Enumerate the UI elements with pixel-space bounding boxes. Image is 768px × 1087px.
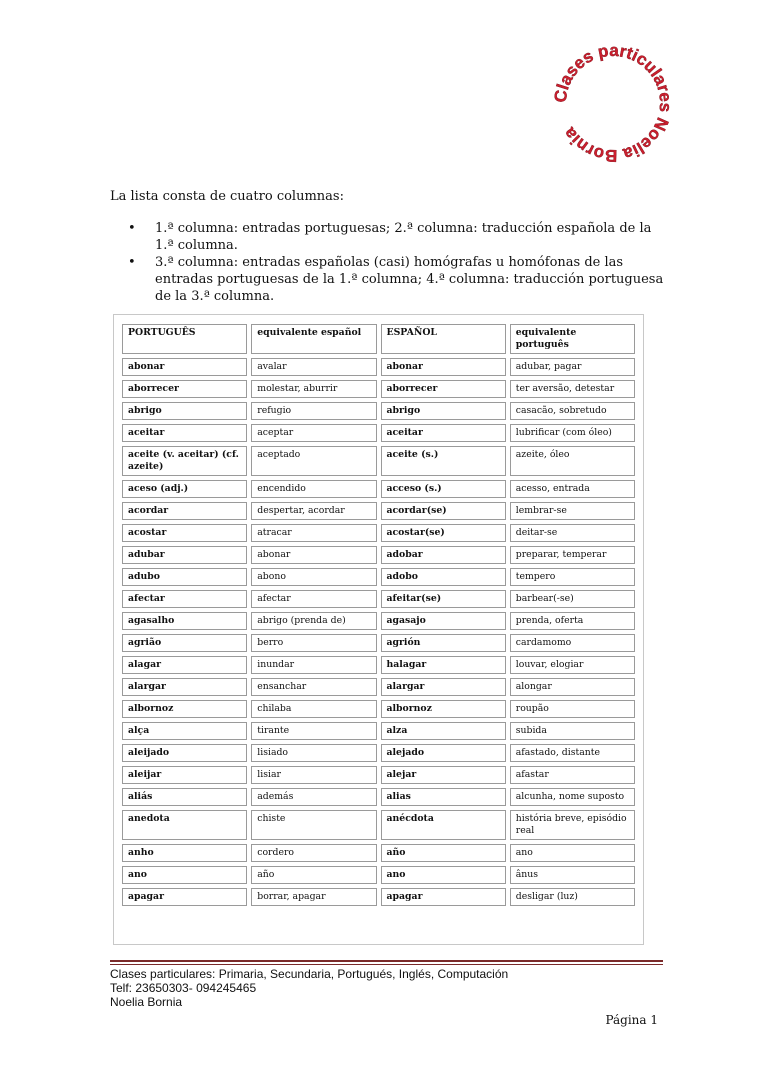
cell-espanol: agasajo	[381, 612, 506, 630]
table-row	[122, 590, 635, 608]
cell-portugues: adubo	[122, 568, 247, 586]
cell-portugues: ano	[122, 866, 247, 884]
cell-equivalente-espanol: abono	[251, 568, 376, 586]
bullet-icon: •	[128, 221, 136, 236]
table-row	[122, 358, 635, 376]
logo-text: Clases particulares Noelia Bornia	[550, 40, 676, 166]
cell-portugues: apagar	[122, 888, 247, 906]
cell-portugues: aleijado	[122, 744, 247, 762]
cell-equivalente-portugues: roupão	[510, 700, 635, 718]
table-row	[122, 546, 635, 564]
cell-equivalente-portugues: acesso, entrada	[510, 480, 635, 498]
cell-portugues: alargar	[122, 678, 247, 696]
table-row	[122, 524, 635, 542]
table-row	[122, 888, 635, 906]
cell-equivalente-espanol: avalar	[251, 358, 376, 376]
cell-equivalente-portugues: deitar-se	[510, 524, 635, 542]
list-item: • 1.ª columna: entradas portuguesas; 2.ª columna: traducción española de la 1.ª columna.	[128, 221, 652, 253]
table-row	[122, 844, 635, 862]
table-row	[122, 402, 635, 420]
table-row	[122, 866, 635, 884]
table-row	[122, 480, 635, 498]
cell-equivalente-espanol: abonar	[251, 546, 376, 564]
cell-portugues: aceitar	[122, 424, 247, 442]
clases-particulares-logo	[548, 38, 678, 168]
cell-espanol: agrión	[381, 634, 506, 652]
cell-equivalente-espanol: borrar, apagar	[251, 888, 376, 906]
cell-portugues: agasalho	[122, 612, 247, 630]
cell-equivalente-espanol: despertar, acordar	[251, 502, 376, 520]
cell-portugues: afectar	[122, 590, 247, 608]
cell-equivalente-portugues: lembrar-se	[510, 502, 635, 520]
table-row	[122, 722, 635, 740]
cell-equivalente-portugues: alongar	[510, 678, 635, 696]
intro-text: La lista consta de cuatro columnas:	[110, 189, 344, 204]
table-row	[122, 424, 635, 442]
svg-text:Clases particulares Noelia Bor	[551, 41, 675, 165]
table-header-row	[122, 324, 635, 354]
cell-espanol: afeitar(se)	[381, 590, 506, 608]
table-row	[122, 634, 635, 652]
cell-portugues: albornoz	[122, 700, 247, 718]
cell-equivalente-espanol: abrigo (prenda de)	[251, 612, 376, 630]
cell-equivalente-espanol: afectar	[251, 590, 376, 608]
cell-espanol: alza	[381, 722, 506, 740]
cell-portugues: agrião	[122, 634, 247, 652]
cell-espanol: abonar	[381, 358, 506, 376]
cell-espanol: alejar	[381, 766, 506, 784]
cell-espanol: adobo	[381, 568, 506, 586]
page-number: Página 1	[605, 1013, 658, 1027]
cell-equivalente-espanol: chiste	[251, 810, 376, 840]
cell-portugues: acostar	[122, 524, 247, 542]
cell-portugues: aleijar	[122, 766, 247, 784]
footer-divider	[110, 960, 663, 965]
cell-espanol: alias	[381, 788, 506, 806]
cell-espanol: anécdota	[381, 810, 506, 840]
bullet-icon: •	[128, 255, 136, 270]
table-row	[122, 810, 635, 840]
cell-equivalente-espanol: lisiado	[251, 744, 376, 762]
cell-espanol: apagar	[381, 888, 506, 906]
table-row	[122, 502, 635, 520]
cell-espanol: abrigo	[381, 402, 506, 420]
cell-equivalente-portugues: prenda, oferta	[510, 612, 635, 630]
cell-equivalente-espanol: cordero	[251, 844, 376, 862]
cell-portugues: alagar	[122, 656, 247, 674]
cell-espanol: ano	[381, 866, 506, 884]
table-row	[122, 446, 635, 476]
cell-espanol: alejado	[381, 744, 506, 762]
cell-portugues: abrigo	[122, 402, 247, 420]
cell-equivalente-portugues: adubar, pagar	[510, 358, 635, 376]
cell-equivalente-espanol: además	[251, 788, 376, 806]
cell-equivalente-portugues: lubrificar (com óleo)	[510, 424, 635, 442]
cell-portugues: abonar	[122, 358, 247, 376]
cell-equivalente-portugues: cardamomo	[510, 634, 635, 652]
cell-equivalente-portugues: barbear(-se)	[510, 590, 635, 608]
cell-portugues: anedota	[122, 810, 247, 840]
cell-equivalente-portugues: afastar	[510, 766, 635, 784]
cell-portugues: aliás	[122, 788, 247, 806]
table-row	[122, 380, 635, 398]
table-row	[122, 612, 635, 630]
cell-espanol: halagar	[381, 656, 506, 674]
table-row	[122, 656, 635, 674]
table-row	[122, 766, 635, 784]
table-row	[122, 568, 635, 586]
cell-espanol: acostar(se)	[381, 524, 506, 542]
cell-equivalente-portugues: afastado, distante	[510, 744, 635, 762]
cell-espanol: aceite (s.)	[381, 446, 506, 476]
column-header-equivalente-portugues: equivalente português	[510, 324, 635, 354]
column-header-espanol: ESPAÑOL	[381, 324, 506, 354]
cell-equivalente-espanol: aceptado	[251, 446, 376, 476]
table-row	[122, 788, 635, 806]
cell-espanol: acordar(se)	[381, 502, 506, 520]
column-header-portugues: PORTUGUÊS	[122, 324, 247, 354]
footer-line-name: Noelia Bornia	[110, 995, 183, 1009]
cell-equivalente-portugues: casacão, sobretudo	[510, 402, 635, 420]
cell-equivalente-espanol: aceptar	[251, 424, 376, 442]
cell-espanol: adobar	[381, 546, 506, 564]
cell-equivalente-espanol: año	[251, 866, 376, 884]
cell-equivalente-portugues: tempero	[510, 568, 635, 586]
table-row	[122, 700, 635, 718]
cell-portugues: adubar	[122, 546, 247, 564]
cell-equivalente-espanol: encendido	[251, 480, 376, 498]
vocabulary-table-frame	[113, 314, 644, 945]
cell-equivalente-espanol: inundar	[251, 656, 376, 674]
cell-equivalente-portugues: azeite, óleo	[510, 446, 635, 476]
cell-portugues: aceite (v. aceitar) (cf. azeite)	[122, 446, 247, 476]
cell-portugues: aborrecer	[122, 380, 247, 398]
vocabulary-table	[118, 320, 639, 910]
cell-portugues: aceso (adj.)	[122, 480, 247, 498]
cell-espanol: aborrecer	[381, 380, 506, 398]
table-row	[122, 744, 635, 762]
table-row	[122, 678, 635, 696]
cell-portugues: alça	[122, 722, 247, 740]
list-item: • 3.ª columna: entradas españolas (casi) homógrafas u homófonas de las entradas portuguesas de la 1.ª columna; 4.ª columna: traducción portuguesa de la 3.ª columna.	[128, 255, 664, 304]
cell-equivalente-espanol: berro	[251, 634, 376, 652]
cell-equivalente-portugues: ter aversão, detestar	[510, 380, 635, 398]
cell-espanol: aceitar	[381, 424, 506, 442]
cell-equivalente-espanol: tirante	[251, 722, 376, 740]
cell-espanol: albornoz	[381, 700, 506, 718]
footer-line-phone: Telf: 23650303- 094245465	[110, 981, 257, 995]
cell-equivalente-portugues: subida	[510, 722, 635, 740]
cell-espanol: año	[381, 844, 506, 862]
cell-equivalente-espanol: refugio	[251, 402, 376, 420]
cell-espanol: acceso (s.)	[381, 480, 506, 498]
cell-portugues: acordar	[122, 502, 247, 520]
cell-equivalente-espanol: chilaba	[251, 700, 376, 718]
column-header-equivalente-espanol: equivalente español	[251, 324, 376, 354]
cell-equivalente-portugues: história breve, episódio real	[510, 810, 635, 840]
footer-line-services: Clases particulares: Primaria, Secundaria, Portugués, Inglés, Computación	[110, 967, 509, 981]
cell-equivalente-portugues: preparar, temperar	[510, 546, 635, 564]
cell-equivalente-portugues: alcunha, nome suposto	[510, 788, 635, 806]
cell-equivalente-portugues: ano	[510, 844, 635, 862]
cell-equivalente-portugues: desligar (luz)	[510, 888, 635, 906]
cell-portugues: anho	[122, 844, 247, 862]
cell-equivalente-espanol: molestar, aburrir	[251, 380, 376, 398]
cell-espanol: alargar	[381, 678, 506, 696]
column-description-list	[110, 220, 670, 305]
cell-equivalente-portugues: louvar, elogiar	[510, 656, 635, 674]
footer	[110, 967, 508, 1009]
cell-equivalente-espanol: ensanchar	[251, 678, 376, 696]
cell-equivalente-portugues: ânus	[510, 866, 635, 884]
cell-equivalente-espanol: lisiar	[251, 766, 376, 784]
cell-equivalente-espanol: atracar	[251, 524, 376, 542]
